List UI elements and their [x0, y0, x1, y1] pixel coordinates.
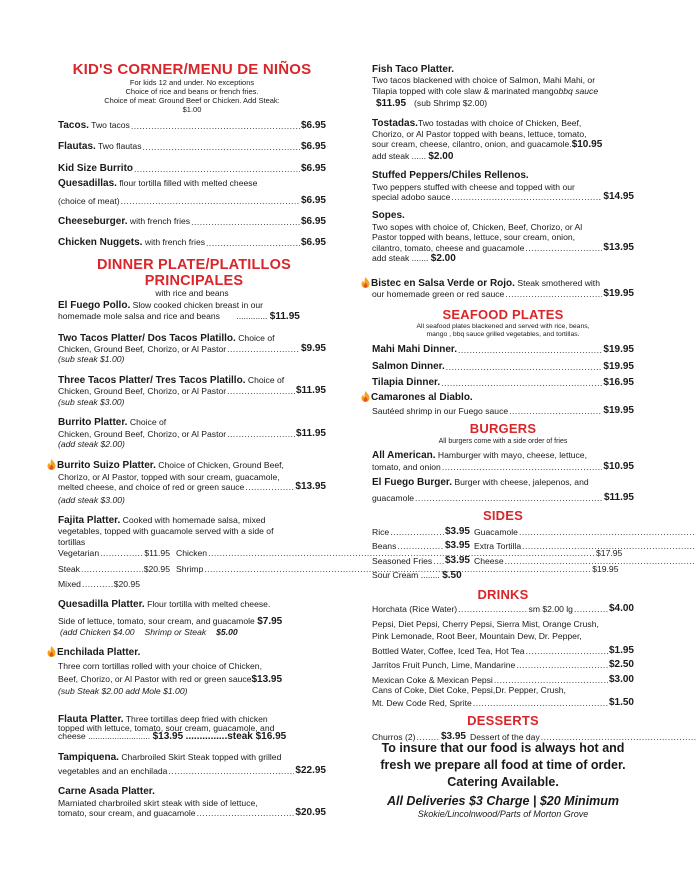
- item-desc: with french fries: [142, 237, 206, 248]
- side-price: $3.95: [444, 540, 470, 552]
- item-desc: Cooked with homemade salsa, mixed: [120, 514, 266, 525]
- side-name: Seasoned Fries: [372, 555, 433, 566]
- item-price: $6.95: [300, 141, 326, 153]
- item-desc: Two flautas: [95, 141, 142, 152]
- item-name: Mahi Mahi Dinner.: [372, 344, 458, 356]
- desserts-title: DESSERTS: [467, 712, 539, 728]
- drink-price: $4.00: [608, 602, 634, 614]
- item-desc: bbq sauce: [558, 85, 599, 96]
- bistec-salsa: [361, 277, 634, 300]
- flauta-platter: Flauta Platter. Three tortillas deep fried with chicken topped with lettuce, tomato, sour cream, guacamole, and cheese .......................... $13.95 ...............steak $16.95: [58, 714, 326, 742]
- kids-quesadillas: [58, 178, 326, 206]
- item-desc: with french fries: [127, 216, 191, 227]
- fajita-row: [58, 548, 623, 559]
- item-sub: add steak .......: [372, 253, 429, 264]
- drinks-title: DRINKS: [477, 586, 529, 602]
- side-name: Beans: [372, 541, 397, 552]
- el-fuego-pollo: El Fuego Pollo. Slow cooked chicken breast in our homemade mole salsa and rice and beans ............. $11.95: [58, 299, 300, 323]
- item-name: All American.: [372, 450, 436, 462]
- side-name: Cheese: [474, 555, 504, 566]
- item-desc: Chicken, Ground Beef, Chorizo, or Al Pastor: [58, 344, 227, 355]
- item-desc: Marniated charbroiled skirt steak with side of lettuce,: [58, 797, 258, 808]
- drink-name: Pepsi, Diet Pepsi, Cherry Pepsi, Sierra Mist, Orange Crush,: [372, 619, 599, 629]
- item-desc: Choice of Chicken, Ground Beef,: [155, 460, 284, 471]
- item-desc: Three corn tortillas rolled with your choice of Chicken,: [58, 661, 262, 671]
- item-desc: cilantro, tomato, cheese and guacamole: [372, 242, 525, 253]
- kids-note-3: Choice of meat: Ground Beef or Chicken. Add Steak:: [104, 96, 280, 105]
- option-price: $19.95: [592, 563, 619, 574]
- drink-size: sm $2.00 lg: [528, 603, 573, 614]
- item-price: $6.95: [300, 237, 326, 249]
- sides-row: [372, 527, 634, 537]
- side-name: Rice: [372, 526, 390, 537]
- dessert-name: Dessert of the day: [470, 731, 540, 742]
- quesadilla-platter: [58, 599, 326, 637]
- item-desc: Pastor topped with beans, lettuce, sour cream, onion,: [372, 232, 576, 243]
- item-desc: Chorizo, or Al Pastor, topped with sour cream, guacamole,: [58, 471, 280, 482]
- side-name: Guacamole: [474, 526, 518, 537]
- side-price: $3.95: [444, 554, 470, 566]
- dessert-price: $3.95: [440, 730, 466, 742]
- item-desc: Choice of: [245, 374, 285, 385]
- item-price: $22.95: [295, 764, 326, 776]
- item-name: Tampiquena.: [58, 752, 119, 764]
- item-name: Tostadas.: [372, 117, 418, 129]
- seafood-note-2: mango , bbq sauce grilled vegetables, and tortillas.: [426, 331, 580, 339]
- footer-line-1: To insure that our food is always hot and: [381, 741, 625, 755]
- burgers-note: All burgers come with a side order of fries: [438, 438, 568, 446]
- item-desc: melted cheese, and choice of red or green sauce: [58, 482, 245, 493]
- flame-icon: [47, 459, 55, 469]
- item-desc: Two tacos blackened with choice of Salmon, Mahi Mahi, or: [372, 75, 596, 86]
- right-column: [372, 64, 634, 742]
- all-american-burger: [372, 450, 634, 472]
- item-desc: Choice of: [235, 332, 275, 343]
- item-desc: Choice of: [127, 417, 167, 428]
- item-sub: (sub steak $1.00): [58, 354, 125, 365]
- drink-name: Cans of Coke, Diet Coke, Pepsi,Dr. Pepper, Crush,: [372, 685, 566, 696]
- sides-row: [372, 541, 634, 551]
- item-sub: $5.00: [216, 627, 238, 638]
- item-price: $19.95: [603, 404, 634, 416]
- drink-name: Jarritos Fruit Punch, Lime, Mandarine: [372, 660, 516, 671]
- item-desc: our homemade green or red sauce: [372, 288, 505, 299]
- item-price: $2.00: [430, 253, 456, 265]
- item-price: $13.95: [603, 241, 634, 253]
- item-price: $6.95: [300, 216, 326, 228]
- item-name: Tacos.: [58, 120, 89, 131]
- item-price: $11.95: [376, 98, 407, 110]
- item-price: $10.95: [571, 139, 603, 151]
- carne-asada-platter: [58, 786, 326, 818]
- item-name: Fish Taco Platter.: [372, 64, 455, 75]
- fish-taco-platter: [372, 64, 634, 110]
- burrito-platter: [58, 417, 326, 449]
- item-price: $11.95: [603, 491, 634, 503]
- catering-note: Catering Available.: [447, 775, 559, 789]
- footer-line-2: fresh we prepare all food at time of order.: [380, 758, 626, 772]
- item-sub: (sub steak $3.00): [58, 396, 125, 407]
- item-desc: flour tortilla filled with melted cheese: [116, 178, 258, 189]
- item-sub: (sub Shrimp $2.00): [414, 98, 488, 109]
- flame-icon: [361, 277, 369, 287]
- item-name: Two Tacos Platter/ Dos Tacos Platillo.: [58, 332, 236, 344]
- item-desc: vegetables and an enchilada: [58, 765, 168, 776]
- item-name: Tilapia Dinner.: [372, 377, 441, 389]
- item-price: $14.95: [603, 191, 634, 203]
- kids-title: KID'S CORNER/MENU DE NIÑOS: [72, 61, 312, 78]
- burgers-title: BURGERS: [469, 421, 537, 437]
- item-price: $11.95: [295, 427, 326, 439]
- item-price: $11.95: [269, 311, 300, 323]
- item-desc: Three tortillas deep fried with chicken: [123, 714, 268, 725]
- item-price: $19.95: [603, 287, 634, 299]
- seafood-note-1: All seafood plates blackened and served with rice, beans,: [416, 323, 590, 331]
- item-sub: (add steak $3.00): [58, 494, 125, 505]
- item-desc: Hamburger with mayo, cheese, lettuce,: [435, 450, 587, 461]
- item-price: $19.95: [603, 360, 634, 372]
- item-desc: Two peppers stuffed with cheese and topped with our: [372, 181, 575, 192]
- item-desc: Two tostadas with choice of Chicken, Beef,: [417, 117, 582, 128]
- item-sub: (sub Steak $2.00 add Mole $1.00): [58, 685, 188, 696]
- item-desc: Chicken, Ground Beef, Chorizo, or Al Pastor: [58, 428, 227, 439]
- option-name: Shrimp: [176, 563, 204, 574]
- item-desc: Steak smothered with: [514, 277, 600, 288]
- option-name: Steak: [58, 563, 80, 574]
- kids-flautas: [58, 141, 326, 152]
- item-sub: (add steak $2.00): [58, 438, 125, 449]
- option-name: Mixed: [58, 578, 81, 589]
- item-name: Burrito Suizo Platter.: [57, 460, 156, 472]
- item-desc: tomato, and onion: [372, 461, 441, 472]
- kids-burrito: [58, 163, 326, 174]
- three-tacos-platter: [58, 375, 326, 407]
- item-name: Camarones al Diablo.: [371, 391, 473, 403]
- item-name: Quesadilla Platter.: [58, 599, 145, 611]
- footer: [370, 740, 636, 820]
- fajita-row: [58, 563, 619, 574]
- item-desc: Slow cooked chicken breast in our: [130, 299, 264, 310]
- item-price: $20.95: [295, 807, 326, 819]
- mahi-mahi-dinner: [372, 345, 634, 355]
- item-desc: Tilapia topped with cole slaw & marinated mango: [372, 85, 559, 96]
- sides-list: [372, 527, 634, 582]
- item-desc: cheese: [58, 731, 86, 742]
- salmon-dinner: [372, 362, 634, 372]
- item-name: El Fuego Pollo.: [58, 299, 131, 311]
- drink-price: $2.50: [608, 659, 634, 671]
- el-fuego-burger: [372, 477, 634, 503]
- seafood-title: SEAFOOD PLATES: [442, 307, 564, 323]
- item-sub: (add Chicken $4.00: [60, 627, 135, 638]
- item-price: $10.95: [603, 460, 634, 472]
- item-price: $7.95: [257, 615, 283, 627]
- kids-note-4: $1.00: [182, 105, 202, 114]
- kids-note: [58, 78, 326, 114]
- kids-tacos: [58, 120, 326, 131]
- item-price: $13.95: [295, 481, 326, 493]
- flame-icon: [47, 646, 55, 656]
- item-desc: Chorizo, or Al Pastor topped with beans, lettuce, tomato,: [372, 129, 587, 140]
- kids-cheeseburger: [58, 216, 326, 227]
- sides-row: [372, 556, 634, 566]
- enchilada-platter: [47, 646, 326, 697]
- burrito-suizo-platter: [47, 459, 326, 505]
- delivery-note: All Deliveries $3 Charge | $20 Minimum: [386, 794, 620, 808]
- item-desc: Two tacos: [88, 120, 130, 130]
- drinks-list: [372, 604, 634, 709]
- option-price: $17.95: [596, 548, 623, 559]
- item-price: $6.95: [300, 194, 326, 206]
- item-name: El Fuego Burger.: [372, 477, 453, 489]
- item-desc: Side of lettuce, tomato, sour cream, and guacamole: [58, 615, 255, 626]
- two-tacos-platter: [58, 333, 326, 365]
- item-price: $11.95: [295, 385, 326, 397]
- dessert-name: Churros (2): [372, 731, 416, 742]
- item-name: Bistec en Salsa Verde or Rojo.: [371, 277, 515, 289]
- side-price: $3.95: [444, 525, 470, 537]
- drink-name: Pink Lemonade, Root Beer, Mountain Dew, Dr. Pepper,: [372, 631, 582, 642]
- option-price: $20.95: [143, 563, 170, 574]
- item-desc: (choice of meat): [58, 195, 120, 206]
- item-desc: vegetables, topped with guacamole served with a side of: [58, 526, 274, 537]
- item-name: Stuffed Peppers/Chiles Rellenos.: [372, 170, 529, 182]
- item-sub: add steak ......: [372, 150, 426, 161]
- tilapia-dinner: [372, 378, 634, 388]
- item-desc: topped with lettuce, tomato, sour cream, guacamole, and: [58, 722, 275, 733]
- item-desc: tomato, sour cream, and guacamole: [58, 808, 196, 819]
- option-name: Vegetarian: [58, 548, 100, 559]
- item-name: Quesadillas.: [58, 178, 117, 190]
- item-name: Kid Size Burrito: [58, 162, 134, 174]
- item-price: steak $16.95: [227, 731, 287, 743]
- item-price: $13.95: [251, 674, 283, 686]
- item-name: Burrito Platter.: [58, 417, 128, 429]
- drink-name: Mexican Coke & Mexican Pepsi: [372, 674, 493, 685]
- tampiquena: [58, 752, 326, 776]
- drink-name: Horchata (Rice Water): [372, 603, 458, 614]
- item-desc: Burger with cheese, jalepenos, and: [452, 477, 589, 488]
- fajita-row: [58, 579, 326, 589]
- item-name: Carne Asada Platter.: [58, 786, 155, 798]
- item-desc: homemade mole salsa and rice and beans: [58, 311, 220, 322]
- dinner-note: with rice and beans: [155, 287, 229, 298]
- item-sub: Shrimp or Steak: [144, 627, 207, 638]
- drink-price: $1.95: [608, 644, 634, 656]
- camarones-diablo: [361, 391, 634, 417]
- item-name: Flauta Platter.: [58, 714, 124, 726]
- item-desc: sour cream, cheese, cilantro, onion, and guacamole.: [372, 139, 572, 150]
- sopes: [372, 210, 634, 264]
- item-name: Chicken Nuggets.: [58, 237, 143, 249]
- drink-price: $3.00: [608, 673, 634, 685]
- item-desc: Chicken, Ground Beef, Chorizo, or Al Pastor: [58, 386, 227, 397]
- side-name: Sour Cream ........: [372, 570, 440, 581]
- sides-title: SIDES: [482, 507, 523, 523]
- stuffed-peppers: [372, 170, 634, 202]
- item-price: $6.95: [300, 120, 326, 131]
- item-desc: Sautéed shrimp in our Fuego sauce: [372, 405, 509, 416]
- item-price: $13.95: [152, 731, 184, 743]
- item-price: $6.95: [300, 162, 326, 174]
- item-price: $19.95: [603, 344, 634, 356]
- item-name: Enchilada Platter.: [57, 646, 141, 658]
- tostadas: [372, 118, 634, 163]
- option-price: $11.95: [144, 548, 170, 559]
- item-desc: Charbroiled Skirt Steak topped with grilled: [118, 752, 282, 763]
- delivery-area: Skokie/Lincolnwood/Parts of Morton Grove: [417, 809, 589, 819]
- item-name: Cheeseburger.: [58, 216, 128, 228]
- kids-note-2: Choice of rice and beans or french fries.: [125, 87, 259, 96]
- option-name: Chicken: [176, 548, 208, 559]
- item-name: Flautas.: [58, 141, 96, 153]
- item-desc: guacamole: [372, 492, 415, 503]
- item-desc: tortillas: [58, 536, 86, 547]
- item-price: $16.95: [603, 377, 634, 389]
- item-name: Three Tacos Platter/ Tres Tacos Platillo.: [58, 374, 246, 386]
- item-name: Salmon Dinner.: [372, 360, 445, 372]
- flame-icon: [361, 391, 369, 401]
- item-desc: Two sopes with choice of, Chicken, Beef, Chorizo, or Al: [372, 221, 583, 232]
- side-name: Extra Tortilla: [474, 541, 522, 552]
- drink-price: $1.50: [608, 697, 634, 709]
- item-price: $9.95: [300, 343, 326, 355]
- item-name: Fajita Platter.: [58, 514, 121, 526]
- seafood-note: [372, 323, 634, 339]
- item-desc: Beef, Chorizo, or Al Pastor with red or green sauce: [58, 674, 252, 685]
- option-price: $20.95: [113, 578, 140, 589]
- dinner-title: DINNER PLATE/PLATILLOS PRINCIPALES: [97, 256, 291, 289]
- drink-name: Bottled Water, Coffee, Iced Tea, Hot Tea: [372, 645, 525, 656]
- drink-name: Mt. Dew Code Red, Sprite: [372, 698, 472, 709]
- item-price: $2.00: [428, 150, 454, 162]
- side-price: $.50: [442, 570, 462, 582]
- item-desc: special adobo sauce: [372, 192, 451, 203]
- item-name: Sopes.: [372, 210, 405, 222]
- item-desc: Flour tortilla with melted cheese.: [144, 599, 271, 610]
- kids-note-1: For kids 12 and under. No exceptions: [129, 78, 255, 87]
- kids-nuggets: [58, 237, 326, 248]
